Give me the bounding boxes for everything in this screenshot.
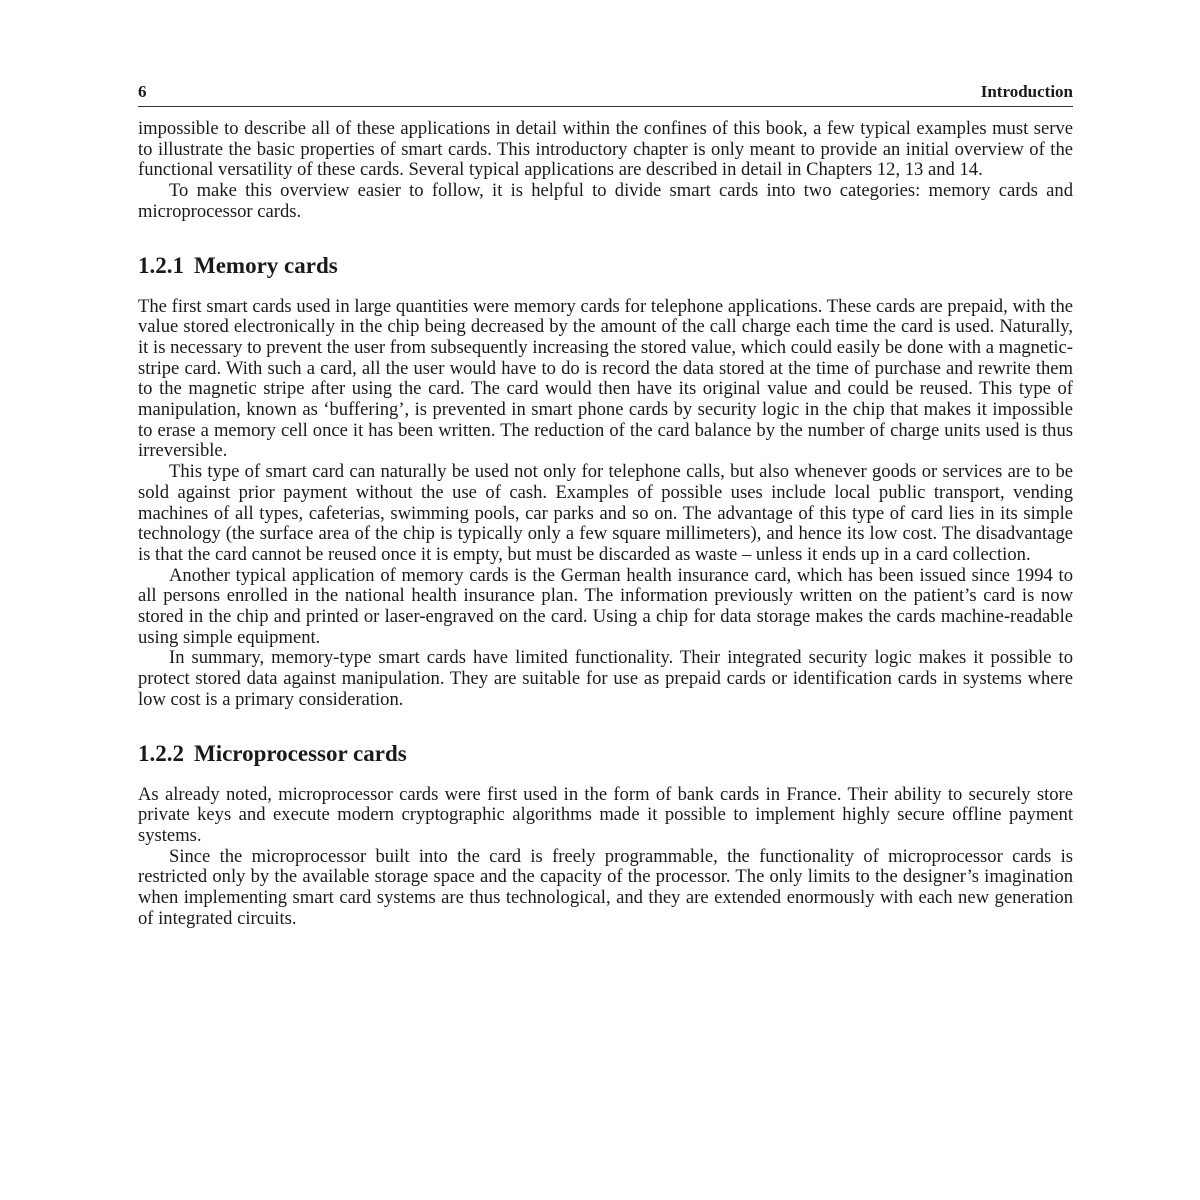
paragraph: In summary, memory-type smart cards have limited functionality. Their integrated security logic makes it possible to protect stored data against manipulation. They are suitable for use as prepaid cards or identification cards in systems where low cost is a primary consideration. (138, 647, 1073, 710)
running-head (138, 82, 1073, 107)
book-page (138, 82, 1073, 930)
paragraph: Since the microprocessor built into the card is freely programmable, the functionality of microprocessor cards is restricted only by the available storage space and the capacity of the processor. The only limits to the designer’s imagination when implementing smart card systems are thus technological, and they are extended enormously with each new generation of integrated circuits. (138, 845, 1073, 929)
paragraph: To make this overview easier to follow, it is helpful to divide smart cards into two categories: memory cards and microprocessor cards. (138, 180, 1073, 222)
section-title: Memory cards (194, 252, 338, 278)
body-text (138, 119, 1073, 930)
section-number: 1.2.2 (138, 740, 184, 766)
page-number: 6 (138, 82, 147, 101)
chapter-title: Introduction (980, 82, 1073, 101)
paragraph: Another typical application of memory cards is the German health insurance card, which has been issued since 1994 to all persons enrolled in the national health insurance plan. The information previously written on the patient’s card is now stored in the chip and printed or laser-engraved on the card. Using a chip for data storage makes the cards machine-readable using simple equipment. (138, 564, 1073, 648)
section-heading-microprocessor-cards (138, 740, 1073, 768)
paragraph: As already noted, microprocessor cards were first used in the form of bank cards in France. Their ability to securely store private keys and execute modern cryptographic algorithms made it possible to implement highly secure offline payment systems. (138, 783, 1073, 846)
section-heading-memory-cards (138, 252, 1073, 280)
section-title: Microprocessor cards (194, 740, 407, 766)
paragraph: impossible to describe all of these applications in detail within the confines of this book, a few typical examples must serve to illustrate the basic properties of smart cards. This introductory chapter is only meant to provide an initial overview of the functional versatility of these cards. Several typical applications are described in detail in Chapters 12, 13 and 14. (138, 118, 1073, 181)
section-number: 1.2.1 (138, 252, 184, 278)
paragraph: The first smart cards used in large quantities were memory cards for telephone applications. These cards are prepaid, with the value stored electronically in the chip being decreased by the amount of the call charge each time the card is used. Naturally, it is necessary to prevent the user from subsequently increasing the stored value, which could easily be done with a magnetic-stripe card. With such a card, all the user would have to do is record the data stored at the time of purchase and rewrite them to the magnetic stripe after using the card. The card would then have its original value and could be reused. This type of manipulation, known as ‘buffering’, is prevented in smart phone cards by security logic in the chip that makes it impossible to erase a memory cell once it has been written. The reduction of the card balance by the number of charge units used is thus irreversible. (138, 295, 1073, 462)
paragraph: This type of smart card can naturally be used not only for telephone calls, but also whenever goods or services are to be sold against prior payment without the use of cash. Examples of possible uses include local public transport, vending machines of all types, cafeterias, swimming pools, car parks and so on. The advantage of this type of card lies in its simple technology (the surface area of the chip is typically only a few square millimeters), and hence its low cost. The disadvantage is that the card cannot be reused once it is empty, but must be discarded as waste – unless it ends up in a card collection. (138, 461, 1073, 565)
